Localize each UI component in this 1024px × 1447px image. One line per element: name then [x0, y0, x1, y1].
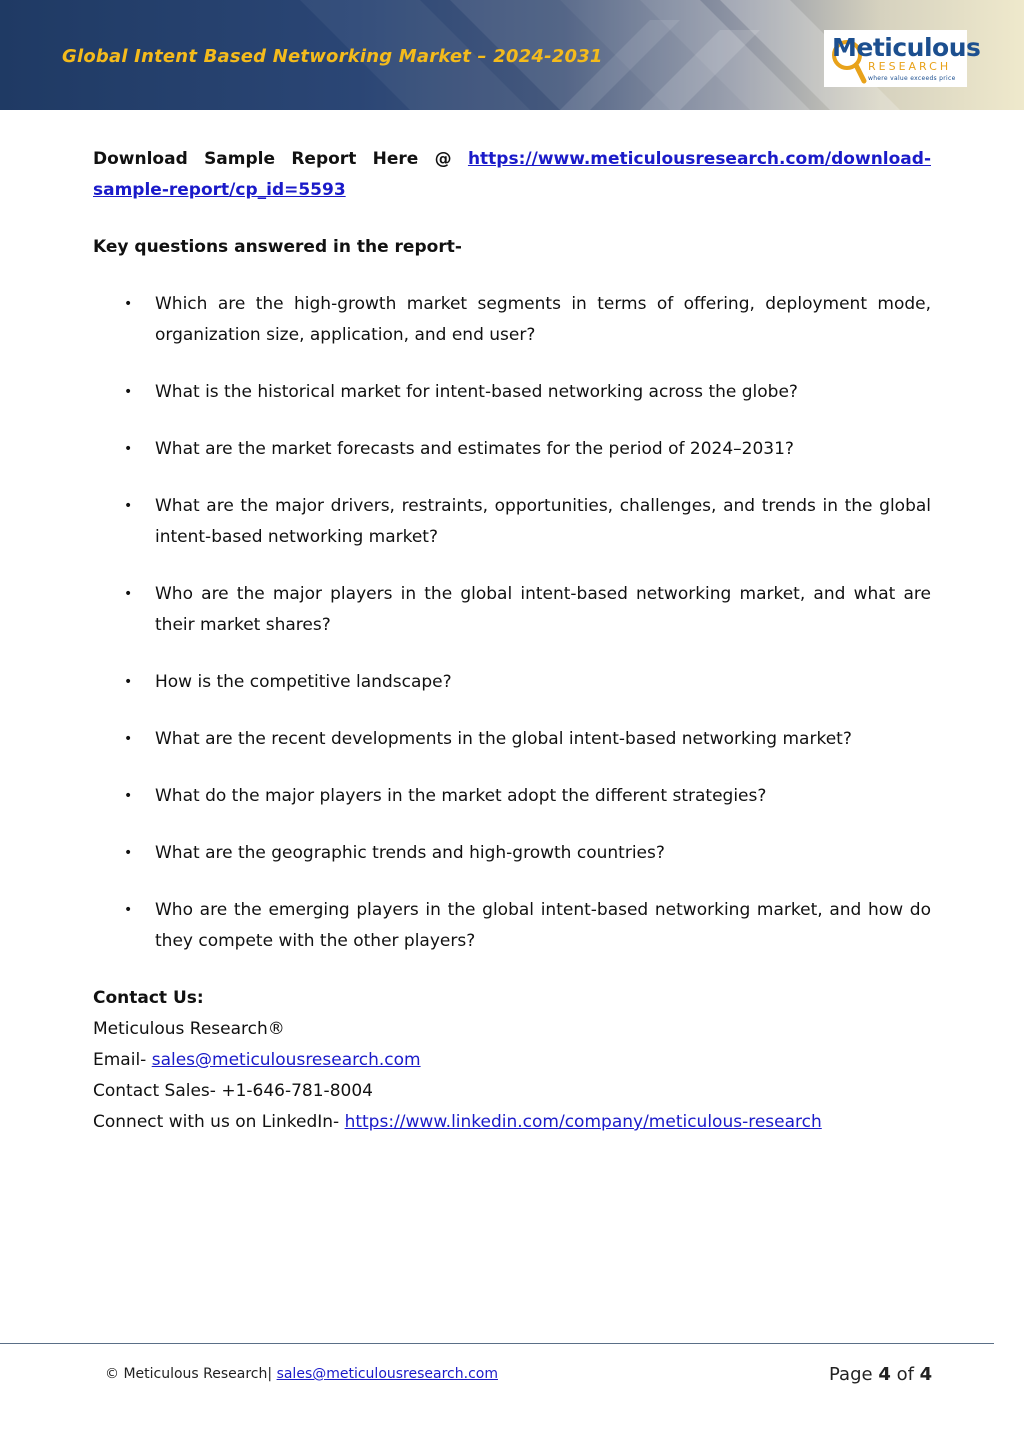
contact-heading: Contact Us: — [93, 988, 204, 1008]
bullet-icon: • — [124, 902, 133, 918]
report-title: Global Intent Based Networking Market – 2024-2031 — [62, 46, 603, 67]
page-total: 4 — [919, 1364, 933, 1385]
bullet-icon: • — [124, 498, 133, 514]
question-text: What are the recent developments in the global intent-based networking market? — [155, 729, 852, 749]
list-item — [93, 667, 931, 698]
footer-email-link[interactable]: sales@meticulousresearch.com — [276, 1366, 498, 1382]
logo-tagline: where value exceeds price — [868, 75, 956, 82]
download-paragraph — [93, 144, 931, 206]
company-name: Meticulous Research® — [93, 1019, 285, 1039]
list-item — [93, 434, 931, 465]
bullet-icon: • — [124, 586, 133, 602]
page-of: of — [896, 1364, 914, 1385]
footer-copyright — [105, 1366, 498, 1382]
bullet-icon: • — [124, 384, 133, 400]
linkedin-label: Connect with us on LinkedIn- — [93, 1112, 340, 1132]
page-content — [93, 144, 931, 1138]
bullet-icon: • — [124, 731, 133, 747]
download-link[interactable]: https://www.meticulousresearch.com/download-sample-report/cp_id=5593 — [93, 149, 931, 200]
key-questions-heading: Key questions answered in the report- — [93, 237, 462, 257]
bullet-icon: • — [124, 788, 133, 804]
question-text: What are the market forecasts and estimates for the period of 2024–2031? — [155, 439, 794, 459]
key-questions-list — [93, 289, 931, 957]
list-item — [93, 895, 931, 957]
page-current: 4 — [878, 1364, 891, 1385]
bullet-icon: • — [124, 845, 133, 861]
logo-subtitle: RESEARCH — [868, 60, 952, 73]
linkedin-link[interactable]: https://www.linkedin.com/company/meticulous-research — [344, 1112, 822, 1132]
list-item — [93, 491, 931, 553]
question-text: What are the geographic trends and high-growth countries? — [155, 843, 665, 863]
bullet-icon: • — [124, 441, 133, 457]
question-text: What do the major players in the market adopt the different strategies? — [155, 786, 767, 806]
list-item — [93, 724, 931, 755]
footer-divider — [0, 1343, 994, 1344]
bullet-icon: • — [124, 674, 133, 690]
question-text: Who are the emerging players in the global intent-based networking market, and how do they compete with the other players? — [155, 900, 931, 951]
list-item — [93, 289, 931, 351]
linkedin-line — [93, 1107, 931, 1138]
download-label: Download Sample Report Here @ — [93, 149, 452, 169]
email-line — [93, 1045, 931, 1076]
bullet-icon: • — [124, 296, 133, 312]
contact-block — [93, 983, 931, 1138]
email-label: Email- — [93, 1050, 147, 1070]
company-logo — [824, 30, 981, 87]
question-text: How is the competitive landscape? — [155, 672, 452, 692]
logo-wordmark: Meticulous — [832, 33, 981, 62]
email-link[interactable]: sales@meticulousresearch.com — [151, 1050, 421, 1070]
question-text: What are the major drivers, restraints, opportunities, challenges, and trends in the global intent-based networking market? — [155, 496, 931, 547]
list-item — [93, 781, 931, 812]
list-item — [93, 579, 931, 641]
list-item — [93, 377, 931, 408]
sales-phone: Contact Sales- +1-646-781-8004 — [93, 1081, 373, 1101]
list-item — [93, 838, 931, 869]
page-number — [829, 1364, 932, 1385]
header-banner — [0, 0, 1024, 110]
question-text: What is the historical market for intent-based networking across the globe? — [155, 382, 798, 402]
question-text: Who are the major players in the global intent-based networking market, and what are their market shares? — [155, 584, 931, 635]
page-prefix: Page — [829, 1364, 873, 1385]
copyright-text: © Meticulous Research| — [105, 1366, 273, 1382]
question-text: Which are the high-growth market segments in terms of offering, deployment mode, organization size, application, and end user? — [155, 294, 931, 345]
